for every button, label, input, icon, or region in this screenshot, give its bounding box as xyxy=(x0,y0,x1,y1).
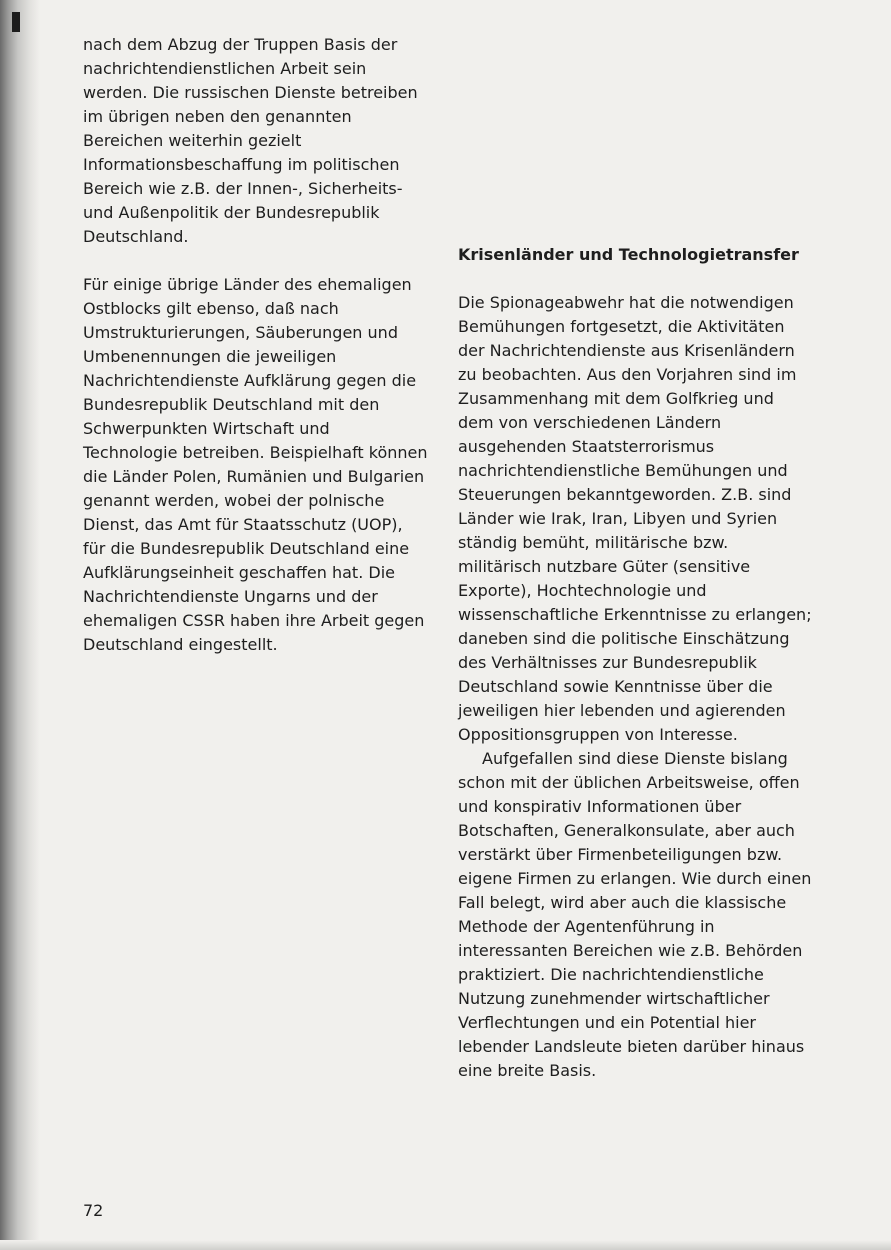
section-heading: Krisenländer und Technologietransfer xyxy=(458,245,799,264)
right-column xyxy=(458,243,813,1083)
page-bottom-edge xyxy=(0,1240,891,1250)
page-binding-shadow xyxy=(0,0,40,1250)
right-paragraph-1: Die Spionageabwehr hat die notwendigen Bemühungen fortgesetzt, die Aktivitäten der Nachrichtendienste aus Krisenländern zu beobachten. Aus den Vorjahren sind im Zusammenhang mit dem Golfkrieg und dem von verschiedenen Ländern ausgehenden Staatsterrorismus nachrichtendienstliche Bemühungen und Steuerungen bekanntgeworden. Z.B. sind Länder wie Irak, Iran, Libyen und Syrien ständig bemüht, militärische bzw. militärisch nutzbare Güter (sensitive Exporte), Hochtechnologie und wissenschaftliche Erkenntnisse zu erlangen; daneben sind die politische Einschätzung des Verhältnisses zur Bundesrepublik Deutschland sowie Kenntnisse über die jeweiligen hier lebenden und agierenden Oppositionsgruppen von Interesse. xyxy=(458,293,812,744)
binding-mark xyxy=(12,12,20,32)
right-paragraph-2: Aufgefallen sind diese Dienste bislang schon mit der üblichen Arbeitsweise, offen und konspirativ Informationen über Botschaften, Generalkonsulate, aber auch verstärkt über Firmenbeteiligungen bzw. eigene Firmen zu erlangen. Wie durch einen Fall belegt, wird aber auch die klassische Methode der Agentenführung in interessanten Bereichen wie z.B. Behörden praktiziert. Die nachrichtendienstliche Nutzung zunehmender wirtschaftlicher Verflechtungen und ein Potential hier lebender Landsleute bieten darüber hinaus eine breite Basis. xyxy=(458,749,812,1080)
left-column xyxy=(83,33,428,657)
left-paragraph-1: nach dem Abzug der Truppen Basis der nachrichtendienstlichen Arbeit sein werden. Die russischen Dienste betreiben im übrigen neben den genannten Bereichen weiterhin gezielt Informationsbeschaffung im politischen Bereich wie z.B. der Innen-, Sicherheits- und Außenpolitik der Bundesrepublik Deutschland. xyxy=(83,35,418,246)
left-paragraph-2: Für einige übrige Länder des ehemaligen Ostblocks gilt ebenso, daß nach Umstrukturierungen, Säuberungen und Umbenennungen die jeweiligen Nachrichtendienste Aufklärung gegen die Bundesrepublik Deutschland mit den Schwerpunkten Wirtschaft und Technologie betreiben. Beispielhaft können die Länder Polen, Rumänien und Bulgarien genannt werden, wobei der polnische Dienst, das Amt für Staatsschutz (UOP), für die Bundesrepublik Deutschland eine Aufklärungseinheit geschaffen hat. Die Nachrichtendienste Ungarns und der ehemaligen CSSR haben ihre Arbeit gegen Deutschland eingestellt. xyxy=(83,275,428,654)
page-number: 72 xyxy=(83,1201,104,1220)
